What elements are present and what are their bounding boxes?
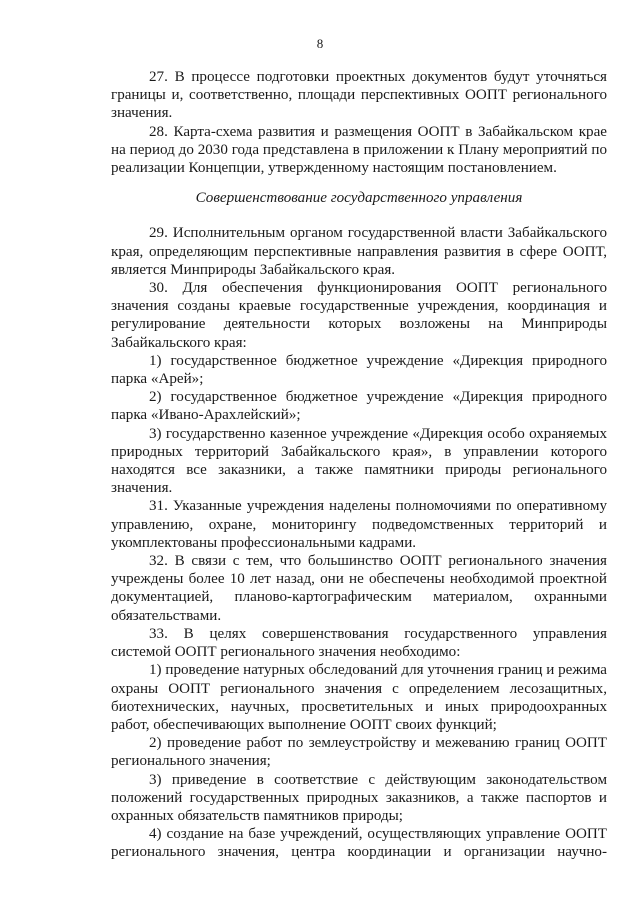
paragraph-33-item-2: 2) проведение работ по землеустройству и межеванию границ ООПТ регионального значения; <box>111 735 607 770</box>
paragraph-27: 27. В процессе подготовки проектных документов будут уточняться границы и, соответственно, площади перспективных ООПТ регионального значения. <box>111 69 607 122</box>
paragraph-30-item-2: 2) государственное бюджетное учреждение «Дирекция природного парка «Ивано-Арахлейский»; <box>111 389 607 424</box>
paragraph-29: 29. Исполнительным органом государственной власти Забайкальского края, определяющим перспективные направления развития в сфере ООПТ, является Минприроды Забайкальского края. <box>111 225 607 278</box>
document-body <box>111 68 607 862</box>
page-number: 8 <box>316 36 324 51</box>
section-title: Совершенствование государственного управления <box>195 190 523 207</box>
paragraph-30: 30. Для обеспечения функционирования ООПТ регионального значения созданы краевые государственные учреждения, координация и регулирование деятельности которых возложены на Минприроды Забайкальского края: <box>111 280 607 351</box>
paragraph-30-item-3: 3) государственно казенное учреждение «Дирекция особо охраняемых природных территорий Забайкальского края», в управлении которого находятся все заказники, а также памятники природы регионального значения. <box>111 425 607 497</box>
paragraph-33: 33. В целях совершенствования государственного управления системой ООПТ регионального значения необходимо: <box>111 625 607 661</box>
paragraph-33-item-4: 4) создание на базе учреждений, осуществляющих управление ООПТ регионального значения, центра координации и организации научно- <box>111 826 607 861</box>
paragraph-33-item-3: 3) приведение в соответствие с действующим законодательством положений государственных природных заказников, а также паспортов и охранных обязательств памятников природы; <box>111 771 607 824</box>
paragraph-28: 28. Карта-схема развития и размещения ООПТ в Забайкальском крае на период до 2030 года представлена в приложении к Плану мероприятий по реализации Концепции, утвержденному настоящим постановлением. <box>111 123 607 177</box>
paragraph-33-item-1: 1) проведение натурных обследований для уточнения границ и режима охраны ООПТ регионального значения с определением лесозащитных, биотехнических, научных, просветительных и иных природоохранных работ, обеспечивающих выполнение ООПТ своих функций; <box>111 662 607 733</box>
paragraph-30-item-1: 1) государственное бюджетное учреждение «Дирекция природного парка «Арей»; <box>111 352 607 388</box>
paragraph-32: 32. В связи с тем, что большинство ООПТ регионального значения учреждены более 10 лет назад, они не обеспечены необходимой проектной документацией, планово-картографическим материалом, охранными обязательствами. <box>111 553 607 624</box>
paragraph-31: 31. Указанные учреждения наделены полномочиями по оперативному управлению, охране, мониторингу подведомственных территорий и укомплектованы профессиональными кадрами. <box>111 498 607 551</box>
